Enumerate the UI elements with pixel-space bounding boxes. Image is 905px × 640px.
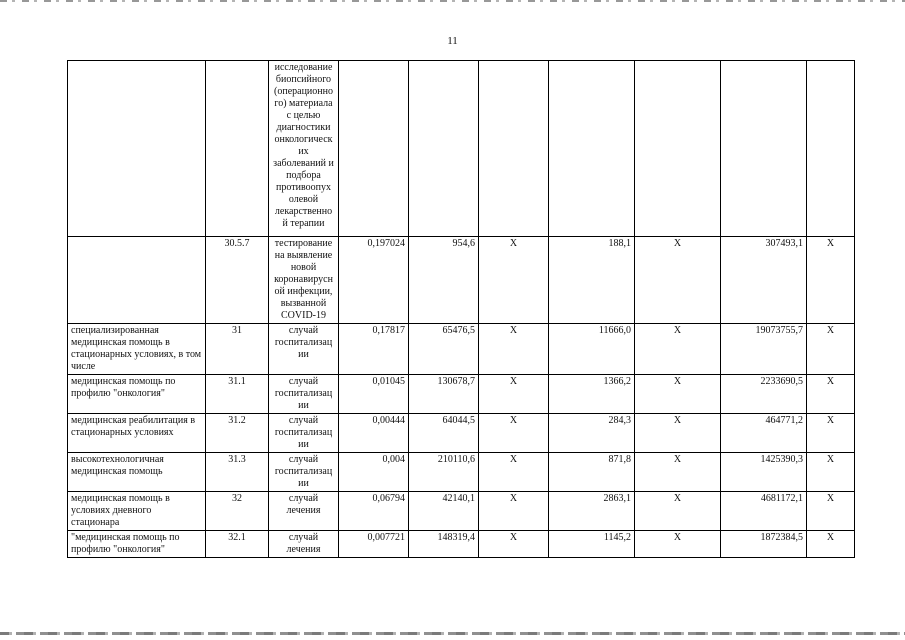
cell-norm: 0,06794 [339, 492, 409, 531]
cell-amount: 1366,2 [549, 375, 635, 414]
cell-x-mark: X [807, 531, 855, 558]
cell-x-mark: X [807, 492, 855, 531]
cell-amount: 871,8 [549, 453, 635, 492]
cell-code: 32.1 [206, 531, 269, 558]
cell-unit: исследование биопсийного (операционно го) материала с целью диагностики онкологическ их заболеваний и подбора противоопух олевой лекарственно й терапии [269, 61, 339, 237]
cell-cost: 148319,4 [409, 531, 479, 558]
cell-code: 31.2 [206, 414, 269, 453]
cell-norm [339, 61, 409, 237]
cell-unit: случай госпитализац ии [269, 414, 339, 453]
cell-name: специализированная медицинская помощь в стационарных условиях, в том числе [68, 324, 206, 375]
cell-norm: 0,004 [339, 453, 409, 492]
scan-top-edge [0, 0, 905, 2]
cell-code: 31.3 [206, 453, 269, 492]
cell-name: высокотехнологичная медицинская помощь [68, 453, 206, 492]
cell-code [206, 61, 269, 237]
norms-table [67, 60, 855, 558]
cell-cost: 954,6 [409, 237, 479, 324]
cell-x-mark: X [479, 531, 549, 558]
table-body [68, 61, 855, 558]
cell-total: 1872384,5 [721, 531, 807, 558]
table-row [68, 453, 855, 492]
cell-name: медицинская помощь по профилю "онкология" [68, 375, 206, 414]
cell-name [68, 61, 206, 237]
cell-name: медицинская помощь в условиях дневного стационара [68, 492, 206, 531]
cell-total: 307493,1 [721, 237, 807, 324]
cell-amount: 284,3 [549, 414, 635, 453]
cell-total: 19073755,7 [721, 324, 807, 375]
cell-x-mark: X [807, 237, 855, 324]
cell-x-mark: X [635, 375, 721, 414]
cell-x-mark: X [807, 324, 855, 375]
cell-name: "медицинская помощь по профилю "онкология" [68, 531, 206, 558]
table-row [68, 492, 855, 531]
cell-x-mark: X [479, 414, 549, 453]
cell-x-mark [635, 61, 721, 237]
cell-cost: 210110,6 [409, 453, 479, 492]
cell-norm: 0,00444 [339, 414, 409, 453]
cell-x-mark: X [807, 414, 855, 453]
cell-code: 31.1 [206, 375, 269, 414]
scan-bottom-edge [0, 632, 905, 635]
table-row [68, 61, 855, 237]
cell-unit: случай госпитализац ии [269, 375, 339, 414]
cell-amount: 1145,2 [549, 531, 635, 558]
cell-norm: 0,007721 [339, 531, 409, 558]
cell-x-mark: X [635, 531, 721, 558]
cell-x-mark: X [807, 453, 855, 492]
cell-x-mark: X [635, 492, 721, 531]
cell-total: 4681172,1 [721, 492, 807, 531]
cell-x-mark: X [479, 375, 549, 414]
cell-x-mark: X [635, 237, 721, 324]
cell-x-mark: X [635, 453, 721, 492]
cell-code: 31 [206, 324, 269, 375]
page-number: 11 [447, 35, 458, 47]
cell-norm: 0,01045 [339, 375, 409, 414]
cell-cost: 42140,1 [409, 492, 479, 531]
table-row [68, 237, 855, 324]
cell-unit: тестирование на выявление новой коронавирусн ой инфекции, вызванной COVID-19 [269, 237, 339, 324]
cell-x-mark: X [635, 414, 721, 453]
cell-total: 1425390,3 [721, 453, 807, 492]
cell-x-mark: X [807, 375, 855, 414]
cell-x-mark [479, 61, 549, 237]
cell-name: медицинская реабилитация в стационарных условиях [68, 414, 206, 453]
table-row [68, 324, 855, 375]
cell-unit: случай госпитализац ии [269, 324, 339, 375]
cell-norm: 0,17817 [339, 324, 409, 375]
cell-unit: случай лечения [269, 531, 339, 558]
cell-amount: 11666,0 [549, 324, 635, 375]
table-row [68, 414, 855, 453]
table-row [68, 531, 855, 558]
cell-cost: 64044,5 [409, 414, 479, 453]
cell-amount [549, 61, 635, 237]
table-row [68, 375, 855, 414]
cell-x-mark: X [479, 237, 549, 324]
cell-x-mark: X [479, 324, 549, 375]
cell-cost [409, 61, 479, 237]
cell-total: 464771,2 [721, 414, 807, 453]
cell-x-mark [807, 61, 855, 237]
cell-code: 30.5.7 [206, 237, 269, 324]
cell-code: 32 [206, 492, 269, 531]
cell-unit: случай лечения [269, 492, 339, 531]
cell-x-mark: X [479, 492, 549, 531]
cell-amount: 2863,1 [549, 492, 635, 531]
cell-unit: случай госпитализац ии [269, 453, 339, 492]
cell-x-mark: X [635, 324, 721, 375]
cell-name [68, 237, 206, 324]
cell-amount: 188,1 [549, 237, 635, 324]
cell-total [721, 61, 807, 237]
cell-total: 2233690,5 [721, 375, 807, 414]
cell-cost: 65476,5 [409, 324, 479, 375]
cell-cost: 130678,7 [409, 375, 479, 414]
cell-x-mark: X [479, 453, 549, 492]
cell-norm: 0,197024 [339, 237, 409, 324]
